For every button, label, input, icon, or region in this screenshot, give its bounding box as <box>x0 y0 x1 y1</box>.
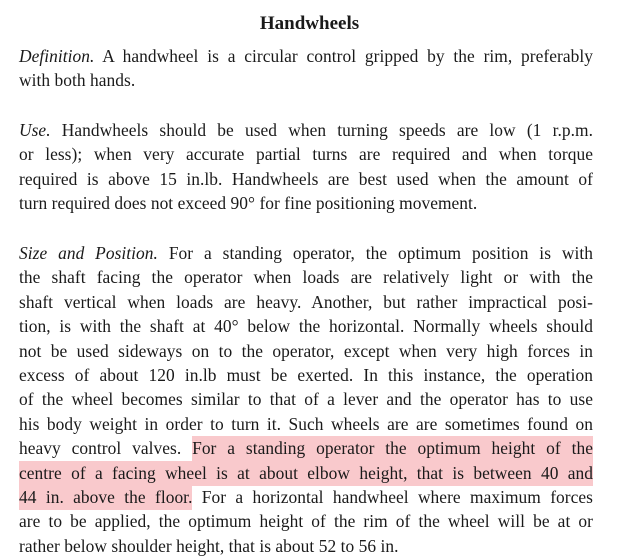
text-line: turn required does not exceed 90° for fine positioning movement. <box>19 193 478 214</box>
text-line: or less); when very accurate partial turns are required and when torque <box>19 144 593 165</box>
text-line: not be used sideways on to the operator, except when very high forces in <box>19 340 593 361</box>
definition-paragraph <box>19 44 593 93</box>
text-line: the shaft facing the operator when loads are relatively light or with the <box>19 267 593 288</box>
text-line <box>19 485 593 509</box>
text-span: For a standing operator, the optimum position is with <box>157 243 593 263</box>
text-line: with both hands. <box>19 70 136 91</box>
text-line <box>19 44 593 68</box>
section-title: Handwheels <box>259 13 360 34</box>
text-line: tion, is with the shaft at 40° below the horizontal. Normally wheels should <box>19 316 593 337</box>
size-position-lead: Size and Position. <box>19 243 158 263</box>
text-line: are to be applied, the optimum height of the rim of the wheel will be at or <box>19 511 593 532</box>
text-span: For a horizontal handwheel where maximum forces <box>192 486 593 507</box>
text-line: rather below shoulder height, that is about 52 to 56 in. <box>19 535 399 556</box>
text-span: heavy control valves. <box>19 438 193 459</box>
text-line <box>19 461 593 485</box>
highlighted-text: For a standing operator the optimum height of the <box>192 436 593 461</box>
text-line <box>19 118 593 142</box>
text-line: required is above 15 in.lb. Handwheels are best used when the amount of <box>19 168 593 189</box>
text-line: shaft vertical when loads are heavy. Another, but rather impractical posi- <box>19 291 593 312</box>
text-span: Handwheels should be used when turning speeds are low (1 r.p.m. <box>50 120 593 140</box>
use-lead: Use. <box>19 120 51 140</box>
definition-lead: Definition. <box>19 46 95 66</box>
highlighted-text: centre of a facing wheel is at about elbow height, that is between 40 and <box>19 461 593 486</box>
size-position-paragraph <box>19 241 593 558</box>
text-line: excess of about 120 in.lb must be exerted. In this instance, the operation <box>19 364 593 385</box>
text-span: A handwheel is a circular control gripped by the rim, preferably <box>94 46 593 66</box>
use-paragraph <box>19 118 593 216</box>
text-line: his body weight in order to turn it. Such wheels are are sometimes found on <box>19 413 593 434</box>
highlighted-text: 44 in. above the floor. <box>19 485 192 510</box>
text-line: of the wheel becomes similar to that of a lever and the operator has to use <box>19 389 593 410</box>
text-line <box>19 436 593 460</box>
text-line <box>19 241 593 265</box>
